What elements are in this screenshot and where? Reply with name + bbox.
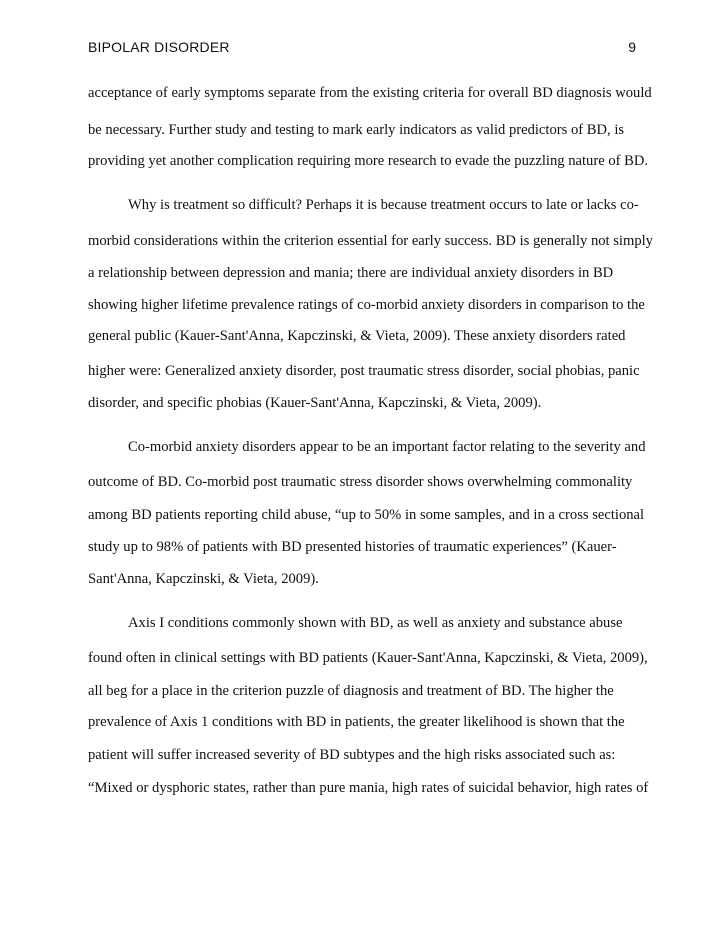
running-head: BIPOLAR DISORDER: [88, 39, 230, 55]
text-line: Why is treatment so difficult? Perhaps it is because treatment occurs to late or lacks co-: [128, 197, 639, 213]
text-line: patient will suffer increased severity of BD subtypes and the high risks associated such as:: [88, 747, 616, 763]
text-line: acceptance of early symptoms separate from the existing criteria for overall BD diagnosis would: [88, 85, 652, 101]
text-line: among BD patients reporting child abuse, “up to 50% in some samples, and in a cross sectional: [88, 507, 645, 523]
text-line: general public (Kauer-Sant'Anna, Kapczinski, & Vieta, 2009). These anxiety disorders rated: [88, 328, 626, 344]
text-line: study up to 98% of patients with BD presented histories of traumatic experiences” (Kauer-: [88, 539, 617, 555]
text-line: “Mixed or dysphoric states, rather than pure mania, high rates of suicidal behavior, high rates of: [88, 780, 649, 796]
text-line: providing yet another complication requiring more research to evade the puzzling nature of BD.: [88, 153, 649, 169]
text-line: found often in clinical settings with BD patients (Kauer-Sant'Anna, Kapczinski, & Vieta, 2009),: [88, 650, 648, 666]
text-line: outcome of BD. Co-morbid post traumatic stress disorder shows overwhelming commonality: [88, 474, 633, 490]
text-line: Co-morbid anxiety disorders appear to be an important factor relating to the severity and: [128, 439, 646, 455]
text-line: a relationship between depression and mania; there are individual anxiety disorders in BD: [88, 265, 614, 281]
text-line: prevalence of Axis 1 conditions with BD in patients, the greater likelihood is shown that the: [88, 714, 625, 730]
text-line: disorder, and specific phobias (Kauer-Sant'Anna, Kapczinski, & Vieta, 2009).: [88, 395, 542, 411]
text-line: showing higher lifetime prevalence ratings of co-morbid anxiety disorders in comparison to the: [88, 297, 645, 313]
text-line: Axis I conditions commonly shown with BD, as well as anxiety and substance abuse: [128, 615, 623, 631]
text-line: Sant'Anna, Kapczinski, & Vieta, 2009).: [88, 571, 319, 587]
text-line: all beg for a place in the criterion puzzle of diagnosis and treatment of BD. The higher the: [88, 683, 614, 699]
text-line: be necessary. Further study and testing to mark early indicators as valid predictors of BD, is: [88, 122, 625, 138]
text-line: higher were: Generalized anxiety disorder, post traumatic stress disorder, social phobias, panic: [88, 363, 640, 379]
text-line: morbid considerations within the criterion essential for early success. BD is generally not simply: [88, 233, 653, 249]
page-number: 9: [628, 39, 636, 55]
